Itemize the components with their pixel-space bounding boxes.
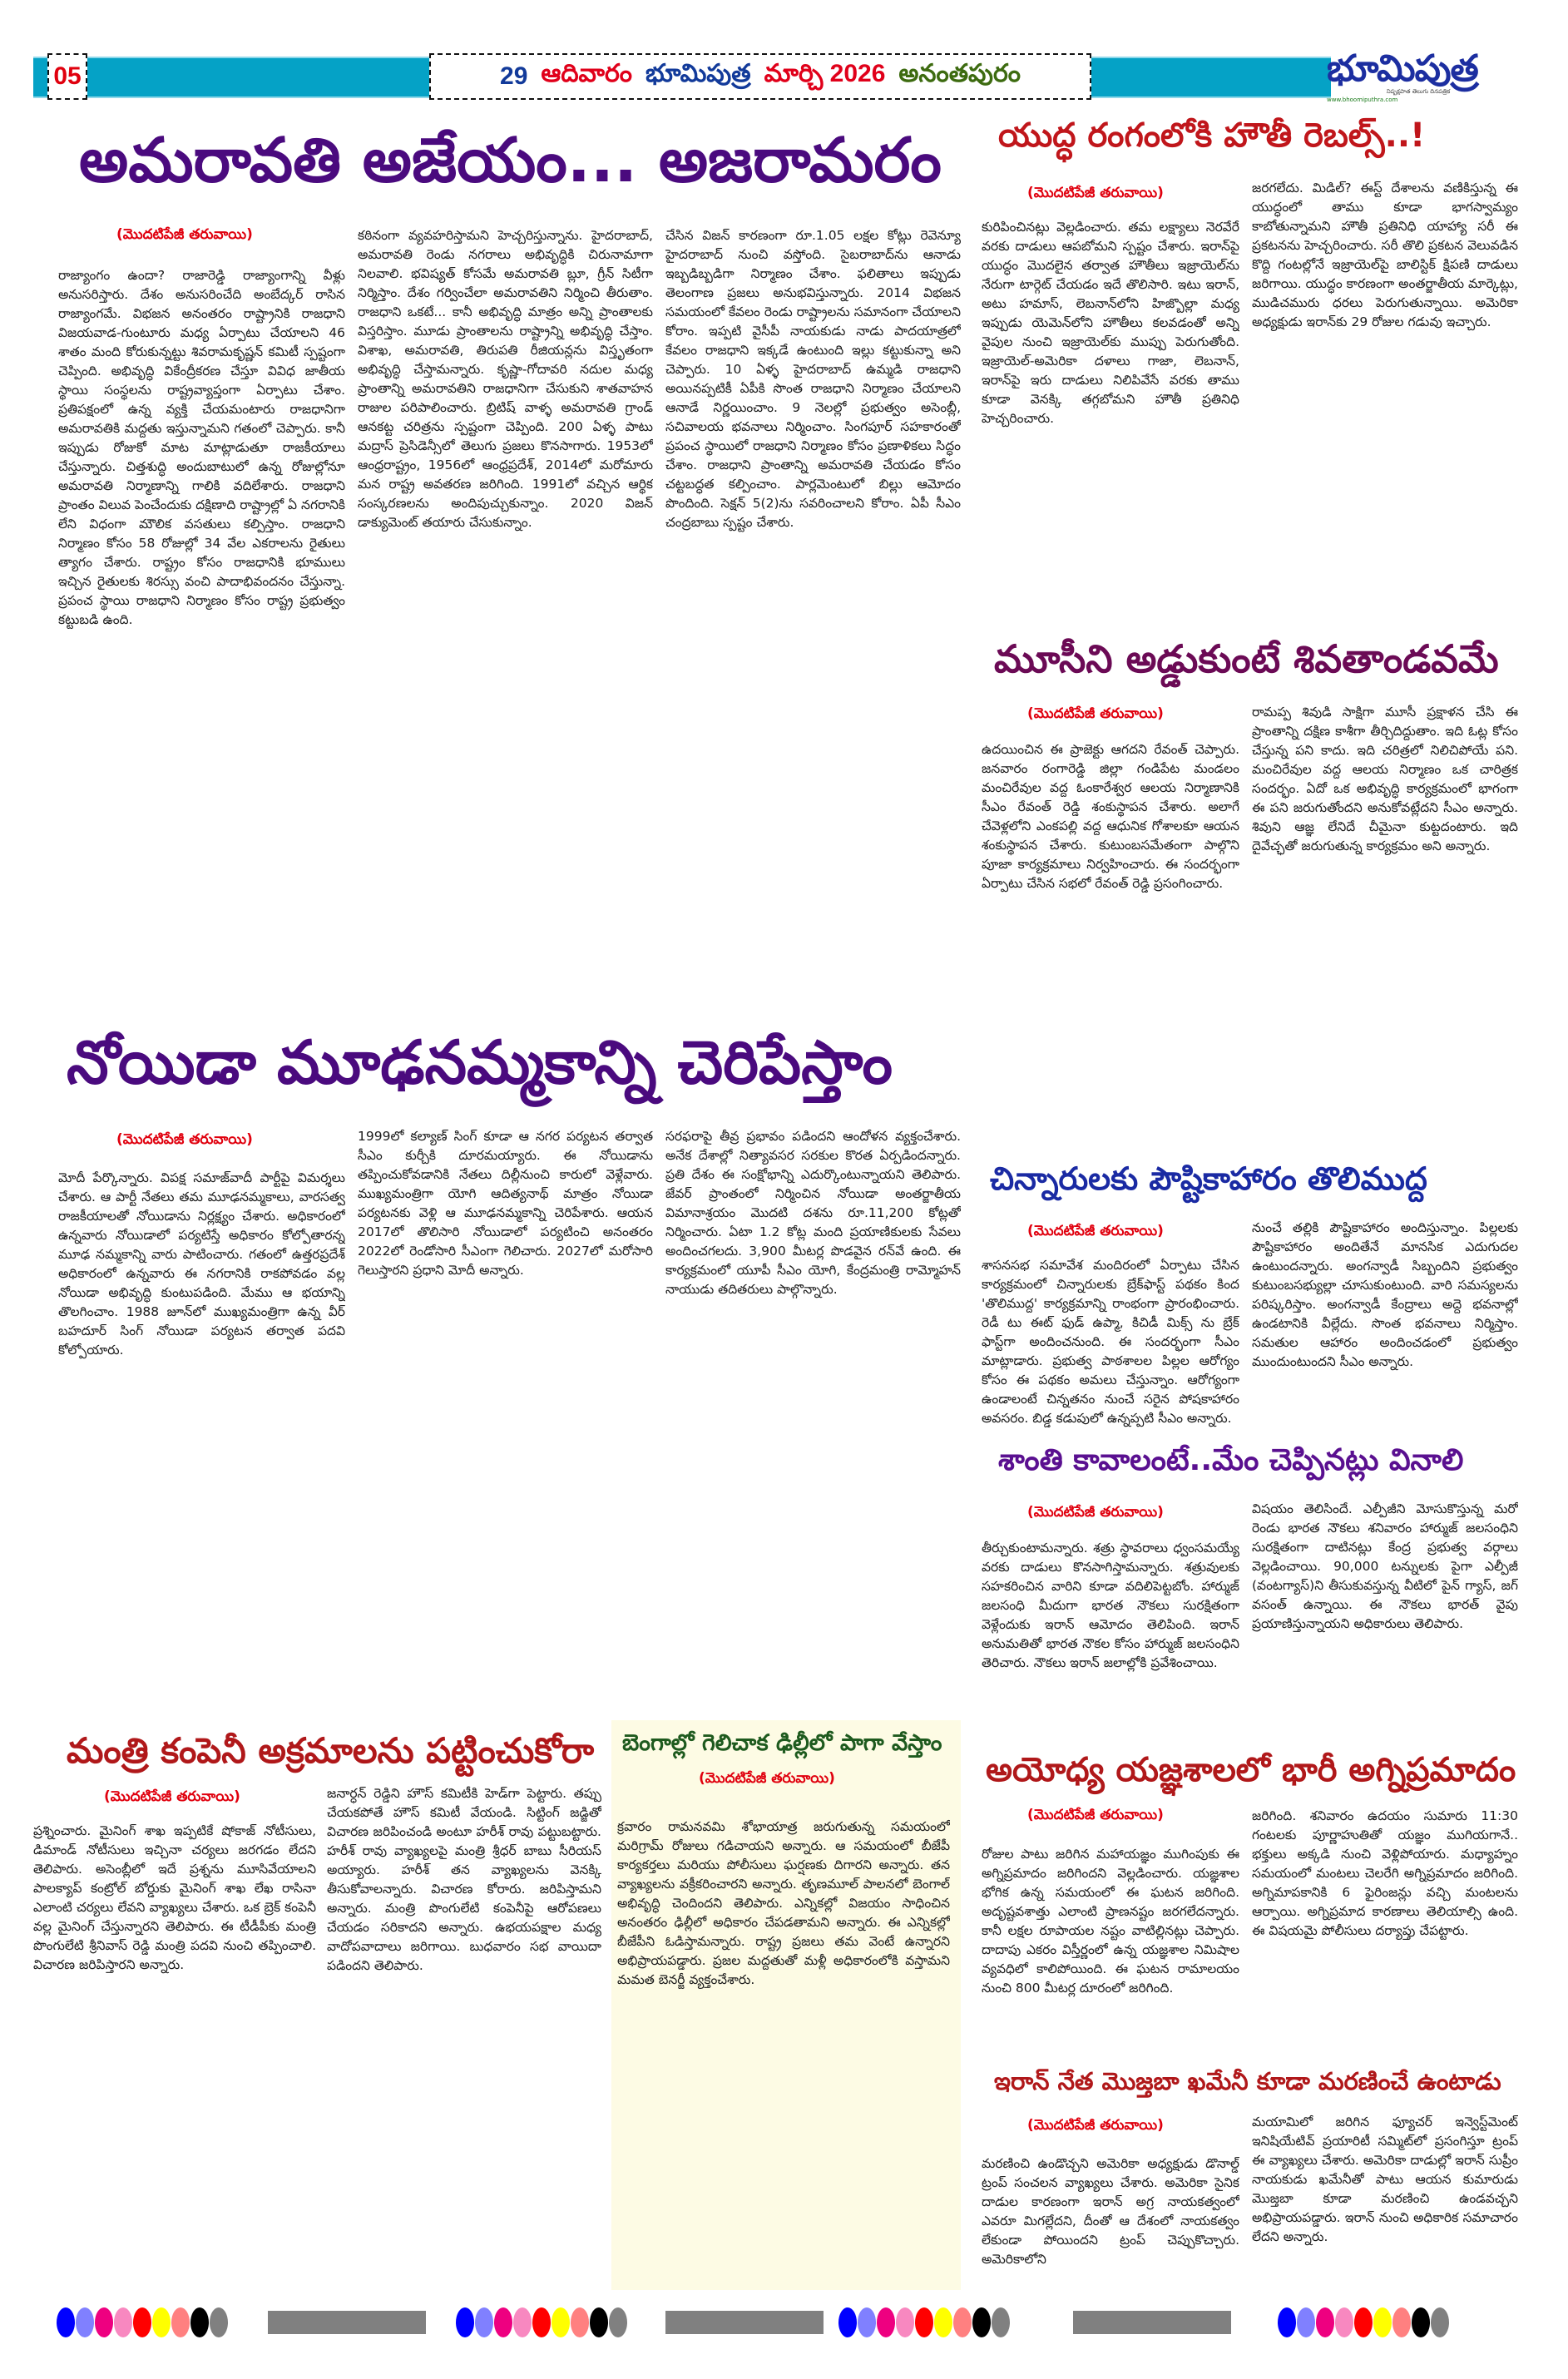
- date-day: 29: [500, 62, 528, 90]
- continuation-label: (మొదటిపేజీ తరువాయి): [1027, 1504, 1164, 1521]
- article-column: చేసిన విజన్ కారణంగా రూ.1.05 లక్షల కోట్లు రెవెన్యూ హైదరాబాద్ నుంచి వస్తోంది. సైబరాబాద్‌ను ఆనాడు ఇబ్బడిబ్బడిగా నిర్మాణం చేశాం. ఫలితాలు ఇప్పుడు తెలంగాణ ప్రజలు అనుభవిస్తున్నారు. 2014 విభజన సమయంలో కేవలం రెండు రాష్ట్రాలను సమానంగా చేయాలని కోరాం. ఇప్పటి వైసీపీ నాయకుడు నాడు పాదయాత్రలో కేవలం రాజధాని ఇక్కడే ఉంటుంది ఇల్లు కట్టుకున్నా అని చెప్పారు. 10 ఏళ్ళ హైదరాబాద్ ఉమ్మడి రాజధాని అయినప్పటికీ ఏపీకి సొంత రాజధాని నిర్మాణం చేయాలని ఆనాడే నిర్ణయించాం. 9 నెలల్లో ప్రభుత్వం అసెంబ్లీ, సచివాలయ భవనాలు నిర్మించాం. సింగపూర్ సహకారంతో ప్రపంచ స్థాయిలో రాజధాని నిర్మాణం కోసం ప్రణాళికలు సిద్ధం చేశాం. రాజధాని ప్రాంతాన్ని అమరావతి చేయడం కోసం చట్టబద్ధత కల్పించాం. పార్లమెంటులో బిల్లు ఆమోదం పొందింది. సెక్షన్ 5(2)ను సవరించాలని కోరాం. ఏపీ సీఎం చంద్రబాబు స్పష్టం చేశారు.: [665, 228, 961, 530]
- article-column: నుంచే తల్లికి పౌష్టికాహారం అందిస్తున్నాం. పిల్లలకు పౌష్టికాహారం అందితేనే మానసిక ఎదుగుదల ఉంటుందన్నారు. అంగన్వాడీ సిబ్బందిని ప్రభుత్వం కుటుంబసభ్యుల్లా చూసుకుంటుంది. వారి సమస్యలను పరిష్కరిస్తాం. అంగన్వాడీ కేంద్రాలు అద్దె భవనాల్లో ఉండటానికి వీల్లేదు. సొంత భవనాలు నిర్మిస్తాం. సమతుల ఆహారం అందించడంలో ప్రభుత్వం ముందుంటుందని సీఎం అన్నారు.: [1252, 1220, 1518, 1369]
- headline-noida: నోయిడా మూఢనమ్మకాన్ని చెరిపేస్తాం: [67, 1027, 893, 1097]
- registration-dot: [1316, 2307, 1334, 2337]
- logo-url: www.bhoomiputhra.com: [1327, 96, 1398, 103]
- registration-dot: [838, 2307, 857, 2337]
- article-column: ఉదయించిన ఈ ప్రాజెక్టు ఆగదని రేవంత్ చెప్పారు. జనవారం రంగారెడ్డి జిల్లా గండిపేట మండలం మంచిరేవుల వద్ద ఓంకారేశ్వర ఆలయ నిర్మాణానికి సీఎం రేవంత్ రెడ్డి శంకుస్థాపన చేశారు. అలాగే చేవెళ్లలోని ఎంకపల్లి వద్ద ఆధునిక గోశాలకూ ఆయన శంకుస్థాపన చేశారు. కుటుంబసమేతంగా పాల్గొని పూజా కార్యక్రమాలు నిర్వహించారు. ఈ సందర్భంగా ఏర్పాటు చేసిన సభలో రేవంత్ రెడ్డి ప్రసంగించారు.: [982, 742, 1239, 891]
- registration-dot: [494, 2307, 512, 2337]
- article-column: మయామిలో జరిగిన ఫ్యూచర్ ఇన్వెస్ట్‌మెంట్ ఇనిషియేటివ్ ప్రయారిటీ సమ్మిట్‌లో ప్రసంగిస్తూ ట్రంప్ ఈ వ్యాఖ్యలు చేశారు. అమెరికా దాడుల్లో ఇరాన్ సుప్రీం నాయకుడు ఖమేనీతో పాటు ఆయన కుమారుడు మొజ్తబా కూడా మరణించి ఉండవచ్చని అభిప్రాయపడ్డారు. ఇరాన్ నుంచి అధికారిక సమాచారం లేదని అన్నారు.: [1252, 2114, 1518, 2244]
- masthead-logo: [1327, 47, 1510, 103]
- registration-dot: [1335, 2307, 1353, 2337]
- registration-dot: [152, 2307, 171, 2337]
- edition-name: అనంతపురం: [898, 59, 1021, 87]
- registration-dot: [171, 2307, 190, 2337]
- registration-dot: [972, 2307, 991, 2337]
- registration-dot: [953, 2307, 972, 2337]
- continuation-label: (మొదటిపేజీ తరువాయి): [104, 1788, 240, 1805]
- headline-iran: ఇరాన్ నేత మొజ్తబా ఖమేనీ కూడా మరణించే ఉంటాడు: [994, 2067, 1501, 2095]
- article-column: జరిగింది. శనివారం ఉదయం సుమారు 11:30 గంటలకు పూర్ణాహుతితో యజ్ఞం ముగియగానే.. భక్తులు అక్కడి నుంచి వెళ్లిపోయారు. మధ్యాహ్నం సమయంలో మంటలు చెలరేగి అగ్నిప్రమాదం జరిగింది. అగ్నిమాపకానికి 6 ఫైరింజన్లు వచ్చి మంటలను ఆర్పాయి. అగ్నిప్రమాద కారణాలు తెలియాల్సి ఉంది. ఈ విషయమై పోలీసులు దర్యాప్తు చేపట్టారు.: [1252, 1808, 1518, 1938]
- article-column: విషయం తెలిసిందే. ఎల్పీజీని మోసుకొస్తున్న మరో రెండు భారత నౌకలు శనివారం హార్ముజ్ జలసంధిని సురక్షితంగా దాటినట్లు కేంద్ర ప్రభుత్వ వర్గాలు వెల్లడించాయి. 90,000 టన్నులకు పైగా ఎల్పీజీ (వంటగ్యాస్)ని తీసుకువస్తున్న వీటిలో పైన్ గ్యాస్, జగ్ వసంత్ ఉన్నాయి. ఈ నౌకలు భారత్ వైపు ప్రయాణిస్తున్నాయని అధికారులు తెలిపారు.: [1252, 1501, 1518, 1631]
- continuation-label: (మొదటిపేజీ తరువాయి): [1027, 185, 1164, 201]
- registration-dot: [1297, 2307, 1315, 2337]
- continuation-label: (మొదటిపేజీ తరువాయి): [116, 1131, 253, 1148]
- registration-dot: [1354, 2307, 1373, 2337]
- headline-nutrition: చిన్నారులకు పౌష్టికాహారం తొలిముద్ద: [990, 1160, 1427, 1197]
- weekday: ఆదివారం: [541, 59, 632, 87]
- article-column: రోజుల పాటు జరిగిన మహాయజ్ఞం ముగింపుకు ఈ అగ్నిప్రమాదం జరిగిందని వెల్లడించారు. యజ్ఞశాల భోగిక ఉన్న సమయంలో ఈ ఘటన జరిగింది. అదృష్టవశాత్తు ఎలాంటి ప్రాణనష్టం జరగలేదన్నారు. కానీ లక్షల రూపాయల నష్టం వాటిల్లినట్లు చెప్పారు. దాదాపు ఎకరం విస్తీర్ణంలో ఉన్న యజ్ఞశాల నిమిషాల వ్యవధిలో కాలిపోయింది. ఈ ఘటన రామాలయం నుంచి 800 మీటర్ల దూరంలో జరిగింది.: [982, 1847, 1239, 1996]
- registration-dot: [532, 2307, 551, 2337]
- registration-bar: [268, 2311, 426, 2334]
- article-column: సరఫరాపై తీవ్ర ప్రభావం పడిందని ఆందోళన వ్యక్తంచేశారు. అనేక దేశాల్లో నిత్యావసర సరకుల కొరత ఏర్పడిందన్నారు. ప్రతి దేశం ఈ సంక్షోభాన్ని ఎదుర్కొంటున్నాయని తెలిపారు. జేవర్ ప్రాంతంలో నిర్మించిన నోయిడా అంతర్జాతీయ విమానాశ్రయం మొదటి దశను రూ.11,200 కోట్లతో నిర్మించారు. ఏటా 1.2 కోట్ల మంది ప్రయాణికులకు సేవలు అందించగలదు. 3,900 మీటర్ల పొడవైన రన్‌వే ఉంది. ఈ కార్యక్రమంలో యూపీ సీఎం యోగి, కేంద్రమంత్రి రామ్మోహన్ నాయుడు తదితరులు పాల్గొన్నారు.: [665, 1129, 961, 1297]
- registration-dot: [133, 2307, 151, 2337]
- continuation-label: (మొదటిపేజీ తరువాయి): [1027, 1807, 1164, 1823]
- registration-dot: [858, 2307, 876, 2337]
- article-column: రామప్ప శివుడి సాక్షిగా మూసీ ప్రక్షాళన చేసి ఈ ప్రాంతాన్ని దక్షిణ కాశీగా తీర్చిదిద్దుతాం. ఇది ఓట్ల కోసం చేస్తున్న పని కాదు. ఇది చరిత్రలో నిలిచిపోయే పని. మంచిరేవుల వద్ద ఆలయ నిర్మాణం ఒక చారిత్రక సందర్భం. ఏదో ఒక అభివృద్ధి కార్యక్రమంలో భాగంగా ఈ పని జరుగుతోందని అనుకోవట్లేదని సీఎం అన్నారు. శివుని ఆజ్ఞ లేనిదే చీమైనా కుట్టదంటారు. ఇది దైవేచ్ఛతో జరుగుతున్న కార్యక్రమం అని అన్నారు.: [1252, 705, 1518, 853]
- registration-strip: [0, 2306, 1568, 2339]
- paper-name: భూమిపుత్ర: [645, 59, 751, 87]
- registration-dot: [210, 2307, 228, 2337]
- headline-amaravati: అమరావతి అజేయం... అజరామరం: [79, 125, 942, 196]
- headline-minister: మంత్రి కంపెనీ అక్రమాలను పట్టించుకోరా: [67, 1730, 595, 1771]
- month-year: మార్చి 2026: [764, 59, 886, 87]
- page-number: 05: [47, 53, 87, 100]
- logo-tagline: నిష్పక్షపాత తెలుగు దినపత్రిక: [1386, 88, 1451, 95]
- registration-dot: [609, 2307, 627, 2337]
- registration-dot: [1431, 2307, 1449, 2337]
- registration-dot: [456, 2307, 474, 2337]
- article-column: కురిపించినట్లు వెల్లడించారు. తమ లక్ష్యాలు నెరవేరే వరకు దాడులు ఆపబోమని స్పష్టం చేశారు. ఇరాన్‌పై యుద్ధం మొదలైన తర్వాత హౌతీలు ఇజ్రాయెల్‌ను నేరుగా టార్గెట్ చేయడం ఇదే తొలిసారి. ఇటు ఇరాన్, అటు హమాస్, లెబనాన్‌లోని హిజ్బొల్లా మధ్య ఇప్పుడు యెమెన్‌లోని హౌతీలు కలవడంతో అన్ని వైపుల నుంచి ఇజ్రాయెల్‌కు ముప్పు పెరుగుతోంది. ఇజ్రాయెల్-అమెరికా దళాలు గాజా, లెబనాన్, ఇరాన్‌పై ఇరు దాడులు నిలిపివేసే వరకు తాము కూడా వెనక్కి తగ్గబోమని హౌతీ ప్రతినిధి హెచ్చరించారు.: [982, 220, 1239, 426]
- registration-dot: [190, 2307, 209, 2337]
- registration-dot: [76, 2307, 94, 2337]
- color-dot-group: [1278, 2307, 1450, 2337]
- registration-bar: [665, 2311, 824, 2334]
- registration-dot: [1392, 2307, 1411, 2337]
- headline-houthi: యుద్ధ రంగంలోకి హౌతీ రెబల్స్..!: [998, 116, 1426, 155]
- article-column: జనార్ధన్ రెడ్డిని హౌస్ కమిటీకి హెడ్‌గా పెట్టారు. తప్పు చేయకపోతే హౌస్ కమిటీ వేయండి. సిట్టింగ్ జడ్జితో విచారణ జరిపించండి అంటూ హరీశ్ రావు పట్టుబట్టారు. హరీశ్ రావు వ్యాఖ్యలపై మంత్రి శ్రీధర్ బాబు సీరియస్ అయ్యారు. హరీశ్ తన వ్యాఖ్యలను వెనక్కి తీసుకోవాలన్నారు. విచారణ కోరారు. జరిపిస్తామని అన్నారు. మంత్రి పొంగులేటి కంపెనీపై ఆరోపణలు చేయడం సరికాదని అన్నారు. ఉభయపక్షాల మధ్య వాదోపవాదాలు జరిగాయి. బుధవారం సభ వాయిదా పడిందని తెలిపారు.: [327, 1786, 601, 1973]
- color-dot-group: [838, 2307, 1011, 2337]
- registration-dot: [915, 2307, 933, 2337]
- registration-dot: [934, 2307, 952, 2337]
- article-column: మరణించి ఉండొచ్చని అమెరికా అధ్యక్షుడు డొనాల్డ్ ట్రంప్ సంచలన వ్యాఖ్యలు చేశారు. అమెరికా సైనిక దాడుల కారణంగా ఇరాన్ అగ్ర నాయకత్వంలో ఎవరూ మిగల్లేదని, దీంతో ఆ దేశంలో నాయకత్వం లేకుండా పోయిందని ట్రంప్ చెప్పుకొచ్చారు. అమెరికాలోని: [982, 2156, 1239, 2267]
- article-column: క్రవారం రామనవమి శోభాయాత్ర జరుగుతున్న సమయంలో మరిగ్రామ్ రోజులు గడిచాయని అన్నారు. ఆ సమయంలో బీజేపీ కార్యకర్తలు మరియు పోలీసులు ఘర్షణకు దిగారని అన్నారు. తన వ్యాఖ్యలను వక్రీకరించారని అన్నారు. తృణమూల్ పాలనలో బెంగాల్ అభివృద్ధి చెందిందని తెలిపారు. ఎన్నికల్లో విజయం సాధించిన అనంతరం ఢిల్లీలో అధికారం చేపడతామని అన్నారు. ఈ ఎన్నికల్లో బీజేపీని ఓడిస్తామన్నారు. రాష్ట్ర ప్రజలు తమ వెంటే ఉన్నారని అభిప్రాయపడ్డారు. ప్రజల మద్దతుతో మళ్లీ అధికారంలోకి వస్తామని మమత బెనర్జీ వ్యక్తంచేశారు.: [617, 1819, 950, 1987]
- registration-dot: [552, 2307, 570, 2337]
- continuation-label: (మొదటిపేజీ తరువాయి): [699, 1770, 835, 1787]
- registration-dot: [95, 2307, 113, 2337]
- registration-dot: [1412, 2307, 1430, 2337]
- date-banner: [429, 53, 1091, 100]
- logo-text: భూమిపుత్ర: [1327, 47, 1478, 90]
- article-column: ప్రశ్నించారు. మైనింగ్ శాఖ ఇప్పటికే షోకాజ్ నోటీసులు, డిమాండ్ నోటీసులు ఇచ్చినా చర్యలు జరగడం లేదని తెలిపారు. అసెంబ్లీలో ఇదే ప్రశ్నను మూసివేయాలని పాలక్యాప్ కంట్రోల్ బోర్డుకు మైనింగ్ శాఖ లేఖ రాసినా ఎలాంటి చర్యలు లేవని వ్యాఖ్యలు చేశారు. ఒక బ్రెక్ కంపెనీ వల్ల మైనింగ్ చేస్తున్నారని తెలిపారు. ఈ టీడీపీకు మంత్రి పొంగులేటి శ్రీనివాస్ రెడ్డి మంత్రి పదవి నుంచి తప్పించాలి. విచారణ జరిపిస్తారని అన్నారు.: [33, 1823, 316, 1972]
- registration-dot: [590, 2307, 608, 2337]
- headline-bengal: బెంగాల్లో గెలిచాక ఢిల్లీలో పాగా వేస్తాం: [622, 1730, 942, 1756]
- article-column: మోదీ పేర్కొన్నారు. విపక్ష సమాజ్‌వాదీ పార్టీపై విమర్శలు చేశారు. ఆ పార్టీ నేతలు తమ మూఢనమ్మకాలు, వారసత్వ రాజకీయాలతో నోయిడాను నిర్లక్ష్యం చేశారు. అధికారంలో ఉన్నవారు నోయిడాలో పర్యటిస్తే అధికారం కోల్పోతారన్న మూఢ నమ్మకాన్ని వారు పాటించారు. గతంలో ఉత్తరప్రదేశ్ అధికారంలో ఉన్నవారు ఈ నగరానికి రాకపోవడం వల్ల నోయిడా అభివృద్ధి కుంటుపడింది. మేము ఆ భయాన్ని తొలగించాం. 1988 జూన్‌లో ముఖ్యమంత్రిగా ఉన్న వీర్ బహదూర్ సింగ్ నోయిడా పర్యటన తర్వాత పదవి కోల్పోయారు.: [58, 1170, 345, 1358]
- registration-dot: [1373, 2307, 1392, 2337]
- color-dot-group: [57, 2307, 229, 2337]
- registration-dot: [475, 2307, 493, 2337]
- continuation-label: (మొదటిపేజీ తరువాయి): [1027, 705, 1164, 722]
- article-column: కఠినంగా వ్యవహరిస్తామని హెచ్చరిస్తున్నాను. హైదరాబాద్, అమరావతి రెండు నగరాలు అభివృద్ధికి చిరునామాగా నిలవాలి. భవిష్యత్ కోసమే అమరావతి బ్లూ, గ్రీన్ సిటీగా నిర్మిస్తాం. దేశం గర్వించేలా అమరావతిని నిర్మించి తీరుతాం. రాజధాని ఒకటే... కానీ అభివృద్ధి మాత్రం అన్ని ప్రాంతాలకు విస్తరిస్తాం. మూడు ప్రాంతాలను రాష్ట్రాన్ని అభివృద్ధి చేస్తాం. విశాఖ, అమరావతి, తిరుపతి రీజియన్లను విస్తృతంగా అభివృద్ధి చేస్తామన్నారు. కృష్ణా-గోదావరి నదుల మధ్య ప్రాంతాన్ని అమరావతిని రాజధానిగా చేసుకుని శాతవాహన రాజుల పరిపాలించారు. బ్రిటిష్ వాళ్ళ అమరావతి గ్రాండ్ ఆనకట్ట చరిత్రను స్పష్టంగా చెప్పింది. 200 ఏళ్ళ పాటు మద్రాస్ ప్రెసిడెన్సీలో తెలుగు ప్రజలు కొనసాగారు. 1953లో ఆంధ్రరాష్ట్రం, 1956లో ఆంధ్రప్రదేశ్, 2014లో మరోమారు మన రాష్ట్ర అవతరణ జరిగింది. 1991లో వచ్చిన ఆర్థిక సంస్కరణలను అందిపుచ్చుకున్నాం. 2020 విజన్ డాక్యుమెంట్ తయారు చేసుకున్నాం.: [358, 228, 653, 530]
- article-column: 1999లో కల్యాణ్ సింగ్ కూడా ఆ నగర పర్యటన తర్వాత సీఎం కుర్చీకి దూరమయ్యారు. ఈ నోయిడాను తప్పించుకోవడానికి నేతలు దిల్లీనుంచి కారులో వెళ్లేవారు. ముఖ్యమంత్రిగా యోగి ఆదిత్యనాథ్ మాత్రం నోయిడా పర్యటనకు వెళ్లి ఆ మూఢనమ్మకాన్ని చెరిపేశారు. ఆయన 2017లో తొలిసారి నోయిడాలో పర్యటించి అనంతరం 2022లో రెండోసారి సీఎంగా గెలిచారు. 2027లో మరోసారి గెలుస్తారని ప్రధాని మోదీ అన్నారు.: [358, 1129, 653, 1278]
- article-column: రాజ్యాంగం ఉందా? రాజారెడ్డి రాజ్యాంగాన్ని వీళ్లు అనుసరిస్తారు. దేశం అనుసరించేది అంబేద్కర్ రాసిన రాజ్యాంగమే. విభజన అనంతరం రాష్ట్రానికి రాజధాని విజయవాడ-గుంటూరు మధ్య ఏర్పాటు చేయాలని 46 శాతం మంది కోరుకున్నట్టు శివరామకృష్ణన్ కమిటీ స్పష్టంగా చెప్పింది. అభివృద్ధి వికేంద్రీకరణ చేస్తూ వివిధ జాతీయ స్థాయి సంస్థలను రాష్ట్రవ్యాప్తంగా ఏర్పాటు చేశాం. ప్రతిపక్షంలో ఉన్న వ్యక్తి చేయమంటారు రాజధానిగా అమరావతికి మద్దతు ఇస్తున్నామని గతంలో చెప్పారు. కానీ ఇప్పుడు రోజుకో మాట మాట్లాడుతూ రాజకీయాలు చేస్తున్నారు. చిత్తశుద్ధి అందుబాటులో ఉన్న రోజుల్లోనూ అమరావతి నిర్మాణాన్ని గాలికి వదిలేశారు. రాజధాని ప్రాంతం విలువ పెంచేందుకు దక్షిణాది రాష్ట్రాల్లో ఏ నగరానికి లేని విధంగా మౌలిక వసతులు కల్పిస్తాం. రాజధాని నిర్మాణం కోసం 58 రోజుల్లో 34 వేల ఎకరాలను రైతులు త్యాగం చేశారు. రాష్ట్రం కోసం రాజధానికి భూములు ఇచ్చిన రైతులకు శిరస్సు వంచి పాదాభివందనం చేస్తున్నా. ప్రపంచ స్థాయి రాజధాని నిర్మాణం కోసం రాష్ట్ర ప్రభుత్వం కట్టుబడి ఉంది.: [58, 268, 345, 627]
- continuation-label: (మొదటిపేజీ తరువాయి): [1027, 1223, 1164, 1239]
- registration-dot: [1278, 2307, 1296, 2337]
- registration-dot: [57, 2307, 75, 2337]
- registration-dot: [992, 2307, 1010, 2337]
- headline-shanti: శాంతి కావాలంటే..మేం చెప్పినట్లు వినాలి: [998, 1443, 1464, 1477]
- registration-dot: [513, 2307, 532, 2337]
- registration-dot: [571, 2307, 589, 2337]
- registration-bar: [1073, 2311, 1231, 2334]
- headline-ayodhya: అయోధ్య యజ్ఞశాలలో భారీ అగ్నిప్రమాదం: [986, 1751, 1516, 1789]
- article-column: తీర్చుకుంటామన్నారు. శత్రు స్థావరాలు ధ్వంసమయ్యే వరకు దాడులు కొనసాగిస్తామన్నారు. శత్రువులకు సహకరించిన వారిని కూడా వదిలిపెట్టబోం. హార్ముజ్ జలసంధి మీదుగా భారత నౌకలు సురక్షితంగా వెళ్లేందుకు ఇరాన్ ఆమోదం తెలిపింది. ఇరాన్ అనుమతితో భారత నౌకల కోసం హార్ముజ్ జలసంధిని తెరిచారు. నౌకలు ఇరాన్ జలాల్లోకి ప్రవేశించాయి.: [982, 1541, 1239, 1670]
- article-column: శాసనసభ సమావేశ మందిరంలో ఏర్పాటు చేసిన కార్యక్రమంలో చిన్నారులకు బ్రేక్‌ఫాస్ట్ పథకం కింద 'తొలిముద్ద' కార్యక్రమాన్ని రాంభంగా ప్రారంభించారు. రెడీ టు ఈట్ ఫుడ్ ఉప్మా, కిచిడీ మిక్స్ ను బ్రేక్ ఫాస్ట్‌గా అందించనుంది. ఈ సందర్భంగా సీఎం మాట్లాడారు. ప్రభుత్వ పాఠశాలల పిల్లల ఆరోగ్యం కోసం ఈ పథకం అమలు చేస్తున్నాం. ఆరోగ్యంగా ఉండాలంటే చిన్నతనం నుంచే సరైన పోషకాహారం అవసరం. బిడ్డ కడుపులో ఉన్నప్పటి సీఎం అన్నారు.: [982, 1258, 1239, 1426]
- headline-musi: మూసీని అడ్డుకుంటే శివతాండవమే: [994, 636, 1499, 681]
- registration-dot: [896, 2307, 914, 2337]
- registration-dot: [114, 2307, 132, 2337]
- color-dot-group: [456, 2307, 628, 2337]
- article-column: జరగలేదు. మిడిల్? ఈస్ట్ దేశాలను వణికిస్తున్న ఈ యుద్ధంలో తాము కూడా భాగస్వామ్యం కాబోతున్నామని హౌతీ ప్రతినిధి యాహ్యా సరీ ఈ ప్రకటనను హెచ్చరించారు. సరీ తొలి ప్రకటన వెలువడిన కొద్ది గంటల్లోనే ఇజ్రాయెల్‌పై బాలిస్టిక్ క్షిపణి దాడులు జరిగాయి. యుద్ధం కారణంగా అంతర్జాతీయ మార్కెట్లు, ముడిచమురు ధరలు పెరుగుతున్నాయి. అమెరికా అధ్యక్షుడు ఇరాన్‌కు 29 రోజుల గడువు ఇచ్చారు.: [1252, 181, 1518, 329]
- registration-dot: [877, 2307, 895, 2337]
- continuation-label: (మొదటిపేజీ తరువాయి): [116, 226, 253, 243]
- continuation-label: (మొదటిపేజీ తరువాయి): [1027, 2117, 1164, 2134]
